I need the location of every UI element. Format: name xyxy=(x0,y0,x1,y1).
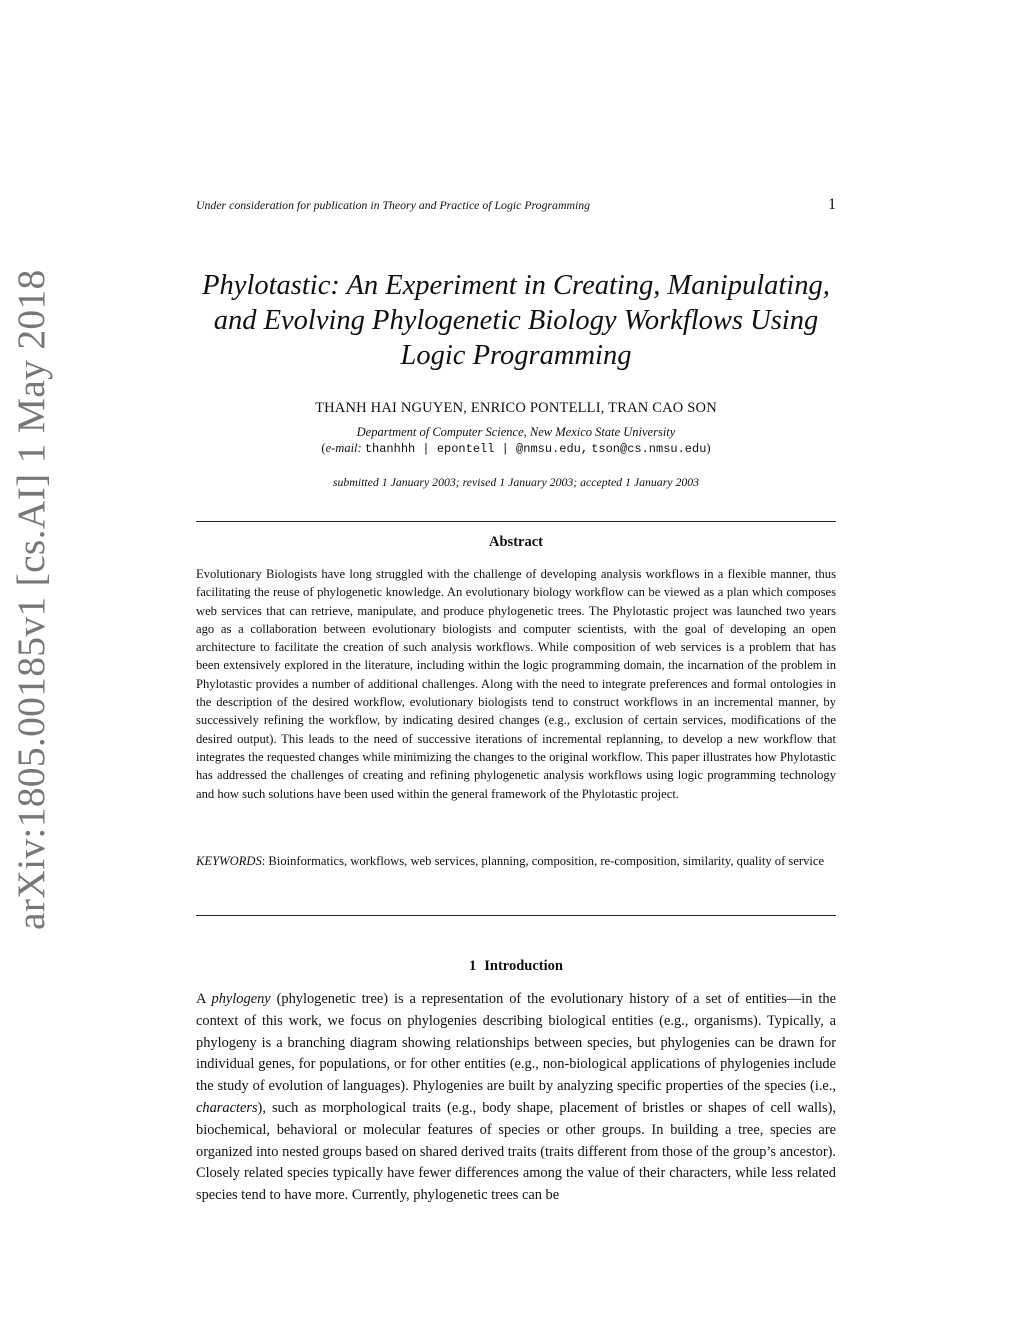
email-line xyxy=(196,441,836,456)
term-characters: characters xyxy=(196,1099,258,1116)
abstract-heading: Abstract xyxy=(489,534,543,550)
keywords-text: : Bioinformatics, workflows, web services, planning, composition, re-composition, similarity, quality of service xyxy=(261,854,825,868)
submission-dates: submitted 1 January 2003; revised 1 January 2003; accepted 1 January 2003 xyxy=(332,475,700,489)
intro-text-segment: (phylogenetic tree) is a representation of the evolutionary history of a set of entities—in the context of this work, we focus on phylogenies describing biological entities (e.g., organisms). Typically, a phylogeny is a branching diagram showing relationships between species, but phylogenies can be drawn for individual genes, for populations, or for other entities (e.g., non-biological applications of phylogenies include the study of evolution of languages). Phylogenies are built by analyzing specific properties of the species (i.e., xyxy=(196,991,836,1095)
abstract-bottom-rule xyxy=(196,915,836,916)
page-number: 1 xyxy=(828,196,836,213)
intro-text-segment: A xyxy=(196,991,212,1007)
intro-text-segment: ), such as morphological traits (e.g., body shape, placement of bristles or shapes of cell walls), biochemical, behavioral or molecular features of species or other groups. In building a tree, species are organized into nested groups based on shared derived traits (traits different from those of the group’s ancestor). Closely related species typically have fewer differences among the value of their characters, while less related species tend to have more. Currently, phylogenetic trees can be xyxy=(196,1099,836,1204)
email-address-tson: tson@cs.nmsu.edu xyxy=(591,442,707,456)
abstract-top-rule xyxy=(196,521,836,522)
arxiv-identifier-stamp: arXiv:1805.00185v1 [cs.AI] 1 May 2018 xyxy=(9,269,53,930)
term-phylogeny: phylogeny xyxy=(211,991,271,1007)
email-addresses-nmsu: thanhhh | epontell | @nmsu.edu, xyxy=(364,442,589,456)
paper-title: Phylotastic: An Experiment in Creating, Manipulating, and Evolving Phylogenetic Biology Workflows Using Logic Programming xyxy=(202,270,830,371)
journal-name: Under consideration for publication in Theory and Practice of Logic Programming xyxy=(196,198,591,212)
section-heading-introduction xyxy=(196,958,836,975)
email-close-paren: ) xyxy=(706,441,711,455)
email-open-paren: ( xyxy=(321,441,326,455)
running-head xyxy=(196,196,836,214)
author-list: THANH HAI NGUYEN, ENRICO PONTELLI, TRAN CAO SON xyxy=(315,400,717,416)
abstract-text: Evolutionary Biologists have long struggled with the challenge of developing analysis workflows in a flexible manner, thus facilitating the reuse of phylogenetic knowledge. An evolutionary biology workflow can be viewed as a plan which composes web services that can retrieve, manipulate, and produce phylogenetic trees. The Phylotastic project was launched two years ago as a collaboration between evolutionary biologists and computer scientists, with the goal of developing an open architecture to facilitate the creation of such analysis workflows. While composition of web services is a problem that has been extensively explored in the literature, including within the logic programming domain, the incarnation of the problem in Phylotastic provides a number of additional challenges. Along with the need to integrate preferences and formal ontologies in the description of the desired workflow, evolutionary biologists tend to construct workflows in an incremental manner, by successively refining the workflow, by indicating desired changes (e.g., exclusion of certain services, modifications of the desired output). This leads to the need of successive iterations of incremental replanning, to develop a new workflow that integrates the requested changes while minimizing the changes to the original workflow. This paper illustrates how Phylotastic has addressed the challenges of creating and refining phylogenetic analysis workflows using logic programming technology and how such solutions have been used within the general framework of the Phylotastic project. xyxy=(196,567,836,801)
introduction-paragraph xyxy=(196,989,836,1207)
keywords-label: KEYWORDS xyxy=(196,854,262,868)
affiliation: Department of Computer Science, New Mexico State University xyxy=(356,425,676,439)
section-title: Introduction xyxy=(484,958,563,974)
section-number: 1 xyxy=(469,958,477,974)
keywords xyxy=(196,852,836,870)
email-label: e-mail: xyxy=(325,441,362,455)
